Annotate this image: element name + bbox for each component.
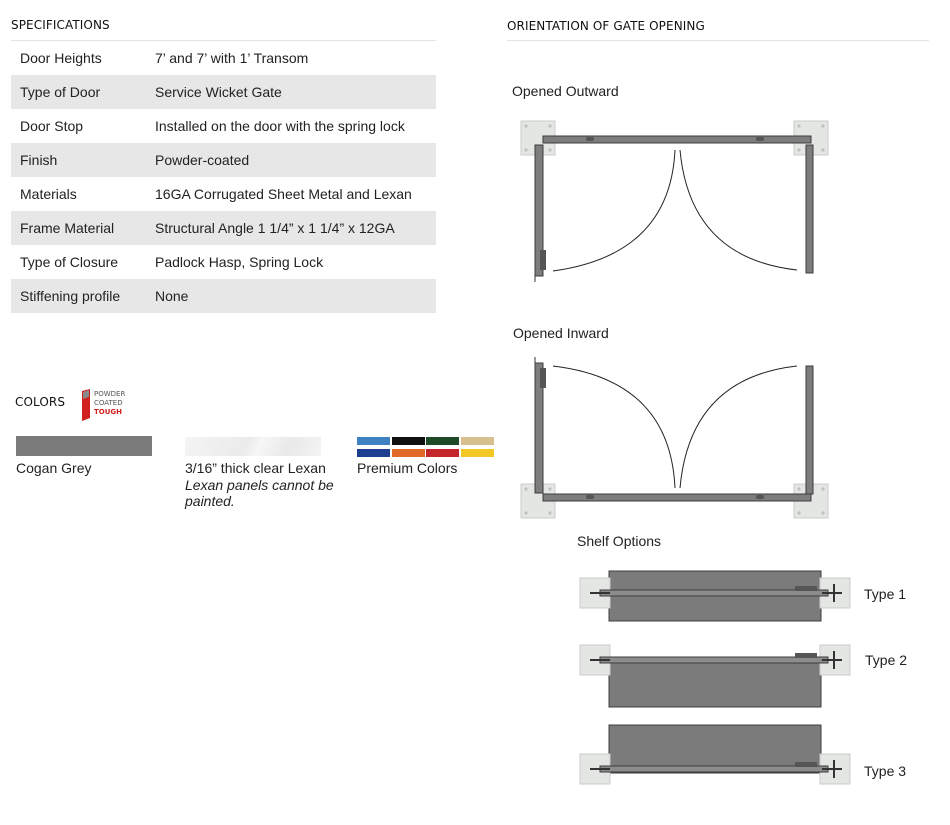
header-beam: [543, 136, 811, 143]
specifications-title: SPECIFICATIONS: [11, 18, 110, 32]
spec-label: Finish: [20, 152, 58, 168]
spec-value: 16GA Corrugated Sheet Metal and Lexan: [155, 186, 412, 202]
logo-text-coated: COATED: [94, 399, 123, 407]
opened-outward-label: Opened Outward: [512, 83, 619, 99]
spec-value: Structural Angle 1 1/4” x 1 1/4” x 12GA: [155, 220, 395, 236]
cogan-grey-label: Cogan Grey: [16, 460, 92, 476]
spec-label: Door Heights: [20, 50, 102, 66]
beam-bolt: [586, 495, 594, 499]
header-beam: [543, 494, 811, 501]
left-door-swing-arc: [553, 150, 675, 271]
shelf-panel: [609, 663, 821, 707]
shelf-type-1-diagram: [580, 571, 850, 621]
right-post: [806, 366, 813, 494]
shelf-options-label: Shelf Options: [577, 533, 662, 549]
shelf-rail: [600, 590, 828, 596]
gate-outward-diagram: [521, 121, 828, 282]
clear-lexan-label: 3/16” thick clear Lexan: [185, 460, 326, 476]
right-post: [806, 145, 813, 273]
spec-value: None: [155, 288, 189, 304]
opened-inward-label: Opened Inward: [513, 325, 609, 341]
right-door-swing-arc: [680, 150, 797, 270]
shelf-rail: [600, 766, 828, 772]
shelf-type-2-diagram: [580, 645, 850, 707]
colors-title: COLORS: [15, 395, 66, 409]
left-door-swing-arc: [553, 366, 675, 488]
spec-value: Powder-coated: [155, 152, 250, 168]
right-door-swing-arc: [680, 366, 797, 488]
spec-label: Door Stop: [20, 118, 84, 134]
shelf-type-1-label: Type 1: [864, 586, 907, 602]
beam-bolt: [586, 137, 594, 141]
logo-text-powder: POWDER: [94, 390, 126, 398]
shelf-type-3-label: Type 3: [864, 763, 907, 779]
orientation-title: ORIENTATION OF GATE OPENING: [507, 19, 705, 33]
beam-bolt: [756, 495, 764, 499]
spec-label: Stiffening profile: [20, 288, 121, 304]
spec-value: 7’ and 7’ with 1’ Transom: [155, 50, 309, 66]
spring-lock: [540, 368, 546, 388]
shelf-type-2-label: Type 2: [865, 652, 908, 668]
lexan-note: Lexan panels cannot be painted.: [185, 477, 334, 509]
shelf-rail: [600, 657, 828, 663]
gate-inward-diagram: [521, 357, 828, 518]
beam-bolt: [756, 137, 764, 141]
spring-lock: [540, 250, 546, 270]
spec-value: Installed on the door with the spring lock: [155, 118, 405, 134]
shelf-type-3-diagram: [580, 725, 850, 784]
logo-text-tough: TOUGH: [94, 408, 123, 416]
spec-label: Frame Material: [20, 220, 115, 236]
spec-label: Type of Closure: [20, 254, 119, 270]
spec-label: Materials: [20, 186, 77, 202]
spec-value: Service Wicket Gate: [155, 84, 282, 100]
spec-value: Padlock Hasp, Spring Lock: [155, 254, 324, 270]
spec-label: Type of Door: [20, 84, 101, 100]
premium-colors-label: Premium Colors: [357, 460, 458, 476]
